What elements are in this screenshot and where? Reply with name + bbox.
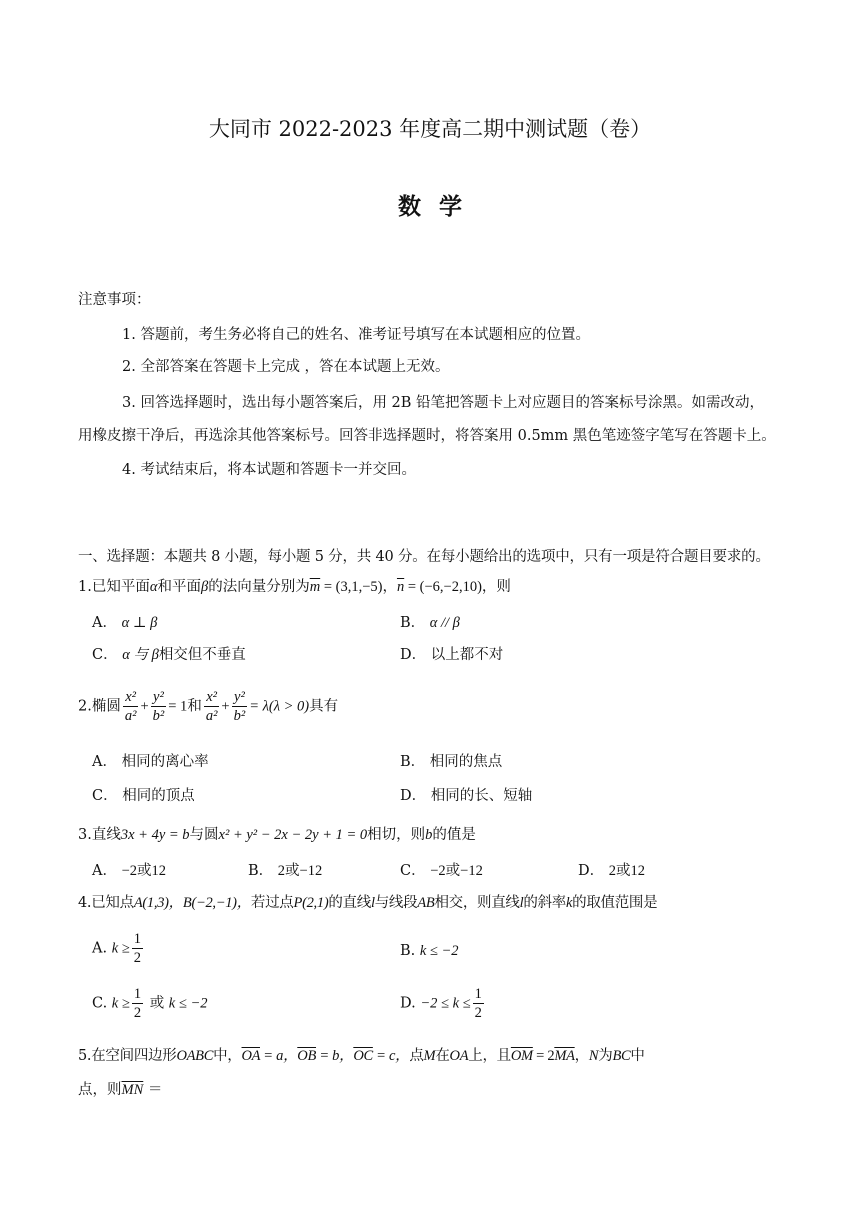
fraction-x2-a2 — [204, 688, 220, 725]
q4-mid4: 相交，则直线 — [434, 895, 520, 911]
option-label: A． — [92, 615, 117, 631]
vector-ma: $\overline{MA}$ — [554, 1048, 575, 1064]
denominator: 2 — [474, 1005, 482, 1021]
question-5-cont — [78, 1080, 162, 1100]
q1-prefix: 1.已知平面 — [78, 579, 150, 595]
numerator: 1 — [133, 931, 141, 947]
denominator: a² — [205, 708, 218, 724]
vector-n: $\overline{n}$ — [396, 579, 405, 595]
fraction-one-half — [132, 930, 143, 967]
option-label: D． — [400, 788, 427, 804]
q2-option-d — [400, 786, 532, 806]
subject-title: 数学 — [398, 193, 480, 220]
vector-m-value: = (3,1,−5)， — [320, 579, 397, 595]
point-n: N — [588, 1048, 599, 1064]
q2-prefix: 2.椭圆 — [78, 698, 121, 715]
point-p: P(2,1) — [293, 895, 329, 911]
numerator: x² — [204, 688, 220, 707]
option-text: α ⊥ β — [121, 615, 158, 631]
q5-prefix: 5.在空间四边形 — [78, 1048, 177, 1064]
denominator: a² — [124, 708, 137, 724]
fraction-y2-b2 — [232, 688, 248, 725]
notice-item-1: 1. 答题前，考生务必将自己的姓名、准考证号填写在本试题相应的位置。 — [122, 327, 590, 343]
option-text: 2或−12 — [277, 863, 323, 879]
option-label: D. — [400, 995, 416, 1012]
q1-option-b — [400, 613, 460, 633]
option-label: C． — [92, 788, 118, 804]
option-text: 2或12 — [608, 863, 645, 879]
q3-mid: 与圆 — [189, 827, 219, 843]
option-text: k ≤ −2 — [168, 995, 208, 1012]
q3-option-c — [400, 861, 483, 881]
option-label: B． — [400, 615, 426, 631]
question-3 — [78, 825, 476, 845]
question-4 — [78, 893, 657, 913]
q2-suffix: 具有 — [309, 698, 339, 715]
q2-and: 和 — [187, 698, 202, 715]
equals-lambda: = λ(λ > 0) — [249, 698, 310, 715]
question-5 — [78, 1046, 645, 1066]
numerator: 1 — [474, 986, 482, 1002]
q4-option-d — [400, 985, 486, 1022]
vector-ob: $\overline{OB}$ — [297, 1048, 317, 1064]
plus-sign: + — [140, 698, 149, 715]
option-text: α // β — [429, 615, 460, 631]
or-text: 或 — [149, 995, 165, 1012]
vector-oc-value: = c， — [372, 1048, 410, 1064]
option-text: 相同的焦点 — [429, 754, 503, 770]
q4-mid1: 若过点 — [250, 895, 294, 911]
notice-item-3: 3. 回答选择题时，选出每小题答案后，用 2B 铅笔把答题卡上对应题目的答案标号涂黑。如需改动， — [122, 395, 765, 411]
plus-sign: + — [221, 698, 230, 715]
variable-k: k — [565, 895, 573, 911]
option-label: C． — [400, 863, 426, 879]
beta-symbol: β — [200, 579, 209, 595]
vector-m: $\overline{m}$ — [309, 579, 321, 595]
question-1 — [78, 577, 511, 597]
q1-mid2: 的法向量分别为 — [208, 579, 310, 595]
q5-mid4: 上，且 — [468, 1048, 511, 1064]
numerator: 1 — [133, 986, 142, 1002]
variable-b: b — [425, 827, 433, 843]
circle-equation: x² + y² − 2x − 2y + 1 = 0 — [218, 827, 368, 843]
q1-option-c — [92, 645, 246, 665]
alpha-symbol: α — [149, 579, 158, 595]
equals-one: = 1 — [168, 698, 188, 715]
option-label: A. — [92, 940, 108, 957]
q2-option-b — [400, 752, 502, 772]
vector-mn: $\overline{MN}$ — [121, 1082, 144, 1098]
fraction-y2-b2 — [151, 688, 167, 725]
q5-line2-prefix: 点，则 — [78, 1082, 122, 1098]
q4-mid5: 的斜率 — [523, 895, 566, 911]
q2-option-a — [92, 752, 209, 772]
option-label: A． — [92, 863, 117, 879]
vector-ob-value: = b， — [316, 1048, 354, 1064]
notice-heading: 注意事项： — [78, 292, 151, 308]
option-text: 以上都不对 — [430, 647, 504, 663]
option-label: C. — [92, 995, 108, 1012]
option-label: D． — [400, 647, 427, 663]
denominator: b² — [233, 708, 246, 724]
vector-oa: $\overline{OA}$ — [241, 1048, 260, 1064]
fraction-one-half — [132, 985, 143, 1022]
q5-mid1: 中， — [213, 1048, 242, 1064]
vector-oa-value: = a， — [259, 1048, 298, 1064]
q3-option-d — [578, 861, 645, 881]
option-label: A． — [92, 754, 117, 770]
numerator: y² — [232, 688, 248, 707]
segment-ab: AB — [417, 895, 435, 911]
line-equation: 3x + 4y = b — [120, 827, 190, 843]
option-label: B． — [400, 754, 426, 770]
q4-prefix: 4.已知点 — [78, 895, 134, 911]
equals-two: = 2 — [532, 1048, 555, 1064]
variable-l: l — [519, 895, 524, 911]
option-label: C． — [92, 647, 118, 663]
q4-suffix: 的取值范围是 — [572, 895, 658, 911]
q2-option-c — [92, 786, 195, 806]
q5-mid3: 在 — [435, 1048, 450, 1064]
q3-mid2: 相切，则 — [367, 827, 426, 843]
option-text: k ≤ −2 — [419, 943, 459, 959]
q1-option-d — [400, 645, 503, 665]
notice-item-3-cont: 用橡皮擦干净后，再选涂其他答案标号。回答非选择题时，将答案用 0.5mm 黑色笔迹签字笔写在答题卡上。 — [78, 428, 776, 444]
segment-bc: BC — [612, 1048, 631, 1064]
option-label: D． — [578, 863, 605, 879]
q5-end1: 中 — [630, 1048, 645, 1064]
q4-option-c — [92, 985, 207, 1022]
option-text: 相交但不垂直 — [158, 647, 246, 663]
quad-oabc: OABC — [176, 1048, 214, 1064]
notice-item-2: 2. 全部答案在答题卡上完成 ，答在本试题上无效。 — [122, 359, 450, 375]
option-text: −2或12 — [121, 863, 167, 879]
option-text: 相同的离心率 — [121, 754, 209, 770]
q5-mid2: 点 — [409, 1048, 424, 1064]
option-text: k ≥ — [111, 995, 130, 1012]
variable-l: l — [370, 895, 375, 911]
denominator: 2 — [133, 950, 141, 966]
vector-om: $\overline{OM}$ — [510, 1048, 533, 1064]
q3-suffix: 的值是 — [432, 827, 476, 843]
q5-line2-suffix: ＝ — [143, 1082, 163, 1098]
option-text: k ≥ — [111, 940, 130, 957]
q1-option-a — [92, 613, 157, 633]
numerator: y² — [151, 688, 167, 707]
option-label: B. — [400, 943, 416, 959]
q4-option-b — [400, 941, 459, 961]
point-a: A(1,3)， — [133, 895, 183, 911]
notice-item-4: 4. 考试结束后，将本试题和答题卡一并交回。 — [122, 462, 416, 478]
option-text: −2或−12 — [430, 863, 483, 879]
segment-oa: OA — [449, 1048, 469, 1064]
vector-n-value: = (−6,−2,10)，则 — [404, 579, 511, 595]
option-text: −2 ≤ k ≤ — [420, 995, 471, 1012]
section-heading: 一、选择题：本题共 8 小题，每小题 5 分，共 40 分。在每小题给出的选项中，只有一项是符合题目要求的。 — [78, 549, 770, 565]
numerator: x² — [123, 688, 139, 707]
fraction-one-half — [473, 985, 484, 1022]
exam-title: 大同市 2022-2023 年度高二期中测试题（卷） — [208, 117, 652, 141]
q1-mid1: 和平面 — [157, 579, 201, 595]
q3-prefix: 3.直线 — [78, 827, 121, 843]
option-label: B． — [248, 863, 274, 879]
vector-oc: $\overline{OC}$ — [353, 1048, 373, 1064]
q3-option-a — [92, 861, 166, 881]
point-b: B(−2,−1)， — [182, 895, 251, 911]
option-symbols: α 与 β — [122, 647, 159, 663]
q4-option-a — [92, 930, 145, 967]
denominator: 2 — [133, 1005, 142, 1021]
comma: ， — [574, 1048, 589, 1064]
q3-option-b — [248, 861, 322, 881]
question-2 — [78, 688, 338, 725]
fraction-x2-a2 — [123, 688, 139, 725]
option-text: 相同的长、短轴 — [430, 788, 533, 804]
q4-mid2: 的直线 — [328, 895, 371, 911]
q4-mid3: 与线段 — [374, 895, 418, 911]
point-m: M — [423, 1048, 436, 1064]
option-text: 相同的顶点 — [122, 788, 195, 804]
q5-mid5: 为 — [598, 1048, 613, 1064]
denominator: b² — [152, 708, 165, 724]
